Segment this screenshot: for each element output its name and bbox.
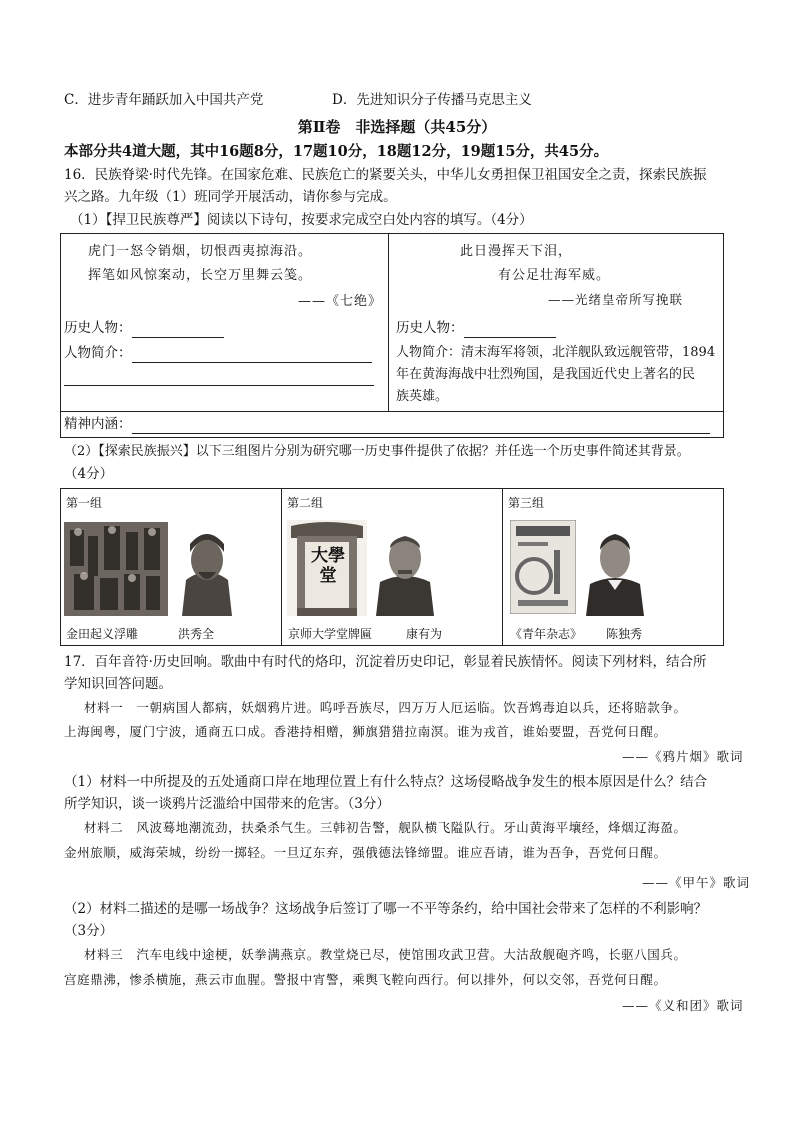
left-figure-label: 历史人物： xyxy=(64,320,132,336)
q16-stem-1: 16．民族脊梁·时代先锋。在国家危难、民族危亡的紧要关头，中华儿女勇担保卫祖国安全之责，探索民族振 xyxy=(64,167,707,183)
q17-part2-line-1: （2）材料二描述的是哪一场战争？这场战争后签订了哪一不平等条约，给中国社会带来了怎样的不利影响？ xyxy=(64,901,708,917)
q17-part2-line-2: （3分） xyxy=(64,923,114,939)
left-intro-blank-2[interactable] xyxy=(64,371,374,386)
material-3-line-2: 宫庭鼎沸，惨杀横施，燕云市血腥。警报中宵警，乘舆飞鞚向西行。何以排外，何以交邻，吾党何日醒。 xyxy=(64,972,667,987)
material-3-line-1: 材料三 汽车电线中途梗，妖拳满燕京。教堂烧已尽，使馆围攻武卫营。大沽敌舰砲齐鸣，长驱八国兵。 xyxy=(84,947,687,962)
group-divider-2 xyxy=(502,488,503,646)
left-intro-row xyxy=(64,343,372,363)
jintian-relief-image xyxy=(64,522,168,616)
group-3-caption-a: 《青年杂志》 xyxy=(510,627,583,641)
left-figure-blank[interactable] xyxy=(132,323,224,338)
q17-stem-2: 学知识回答问题。 xyxy=(64,676,172,692)
right-intro-1: 人物简介：清末海军将领，北洋舰队致远舰管带，1894 xyxy=(396,345,716,360)
option-d: D．先进知识分子传播马克思主义 xyxy=(332,92,532,108)
q17-stem-1: 17．百年音符·历史回响。歌曲中有时代的烙印，沉淀着历史印记，彰显着民族情怀。阅读下列材料，结合所 xyxy=(64,654,707,670)
spirit-row xyxy=(64,414,710,434)
material-1-source: ——《鸦片烟》歌词 xyxy=(622,749,744,764)
section-intro: 本部分共4道大题，其中16题8分，17题10分，18题12分，19题15分，共45分。 xyxy=(64,143,609,160)
left-poem-line-1: 虎门一怒令销烟，切恨西夷掠海沿。 xyxy=(88,244,313,259)
q16-part2-heading: （2）【探索民族振兴】以下三组图片分别为研究哪一历史事件提供了依据？并任选一个历史事件简述其背景。 xyxy=(64,444,690,459)
section-title: 第Ⅱ卷 非选择题（共45分） xyxy=(297,118,497,136)
group-1-caption-a: 金田起义浮雕 xyxy=(66,627,139,641)
new-youth-magazine-image xyxy=(510,520,576,614)
right-figure-blank[interactable] xyxy=(464,323,556,338)
material-1-line-1: 材料一 一朝病国人都病，妖烟鸦片进。呜呼吾族尽，四万万人厄运临。饮吾鸩毒迫以兵，还将賠款争。 xyxy=(84,700,687,715)
q16-stem-2: 兴之路。九年级（1）班同学开展活动，请你参与完成。 xyxy=(64,189,397,205)
group-2-caption-b: 康有为 xyxy=(406,627,443,641)
material-2-line-1: 材料二 风波蓦地潮流劲，扶桑杀气生。三韩初告警，舰队横飞隘队行。牙山黄海平壤经，烽烟辽海盈。 xyxy=(84,820,687,835)
material-3-source: ——《义和团》歌词 xyxy=(622,998,744,1013)
right-intro-3: 族英雄。 xyxy=(396,389,449,404)
table-divider xyxy=(388,233,389,411)
spirit-label: 精神内涵： xyxy=(64,416,132,432)
group-1-caption-b: 洪秀全 xyxy=(178,627,215,641)
material-2-line-2: 金州旅顺，威海荣城，纷纷一掷轻。一旦辽东弃，强俄德法锋缔盟。谁应吾请，谁为吾争，吾党何日醒。 xyxy=(64,845,667,860)
left-intro-blank-1[interactable] xyxy=(132,348,372,363)
left-poem-line-2: 挥笔如风惊案动，长空万里舞云笺。 xyxy=(88,268,313,283)
right-poem-line-2: 有公足壮海军威。 xyxy=(498,268,611,283)
kang-youwei-portrait xyxy=(372,520,438,616)
group-3-caption-b: 陈独秀 xyxy=(606,627,643,641)
left-intro-label: 人物简介： xyxy=(64,345,132,361)
left-poem-source: ——《七绝》 xyxy=(298,294,383,309)
material-1-line-2: 上海闽粤，厦门宁波，通商五口成。香港持相赠，狮旗猎猎拉南溟。谁为戎首，谁始要盟，吾党何日醒。 xyxy=(64,724,667,739)
group-2-caption-a: 京师大学堂牌匾 xyxy=(288,627,373,641)
hong-xiuquan-portrait xyxy=(172,520,242,616)
group-3-title: 第三组 xyxy=(508,496,545,510)
spirit-blank[interactable] xyxy=(132,419,710,434)
material-2-source: ——《甲午》歌词 xyxy=(642,875,751,890)
q17-part1-line-2: 所学知识，谈一谈鸦片泛滥给中国带来的危害。（3分） xyxy=(64,796,390,812)
table-divider-h xyxy=(60,411,724,412)
left-intro-blank-2-row xyxy=(64,367,374,386)
group-1-title: 第一组 xyxy=(66,496,103,510)
q16-part1-heading: （1）【捍卫民族尊严】阅读以下诗句，按要求完成空白处内容的填写。（4分） xyxy=(70,212,533,228)
right-intro-2: 年在黄海海战中壮烈殉国，是我国近代史上著名的民 xyxy=(396,367,696,382)
group-2-title: 第二组 xyxy=(287,496,324,510)
q16-part2-score: （4分） xyxy=(64,466,114,482)
q17-part1-line-1: （1）材料一中所提及的五处通商口岸在地理位置上有什么特点？这场侵略战争发生的根本原因是什么？结合 xyxy=(64,774,708,790)
right-poem-line-1: 此日漫挥天下泪， xyxy=(460,244,573,259)
plaque-characters: 大學堂 xyxy=(311,546,345,586)
right-poem-source: ——光绪皇帝所写挽联 xyxy=(548,292,684,307)
chen-duxiu-portrait xyxy=(582,520,648,616)
group-divider-1 xyxy=(281,488,282,646)
option-c: C．进步青年踊跃加入中国共产党 xyxy=(64,92,264,108)
right-figure-row xyxy=(396,318,556,338)
left-figure-row xyxy=(64,318,224,338)
right-figure-label: 历史人物： xyxy=(396,320,464,336)
